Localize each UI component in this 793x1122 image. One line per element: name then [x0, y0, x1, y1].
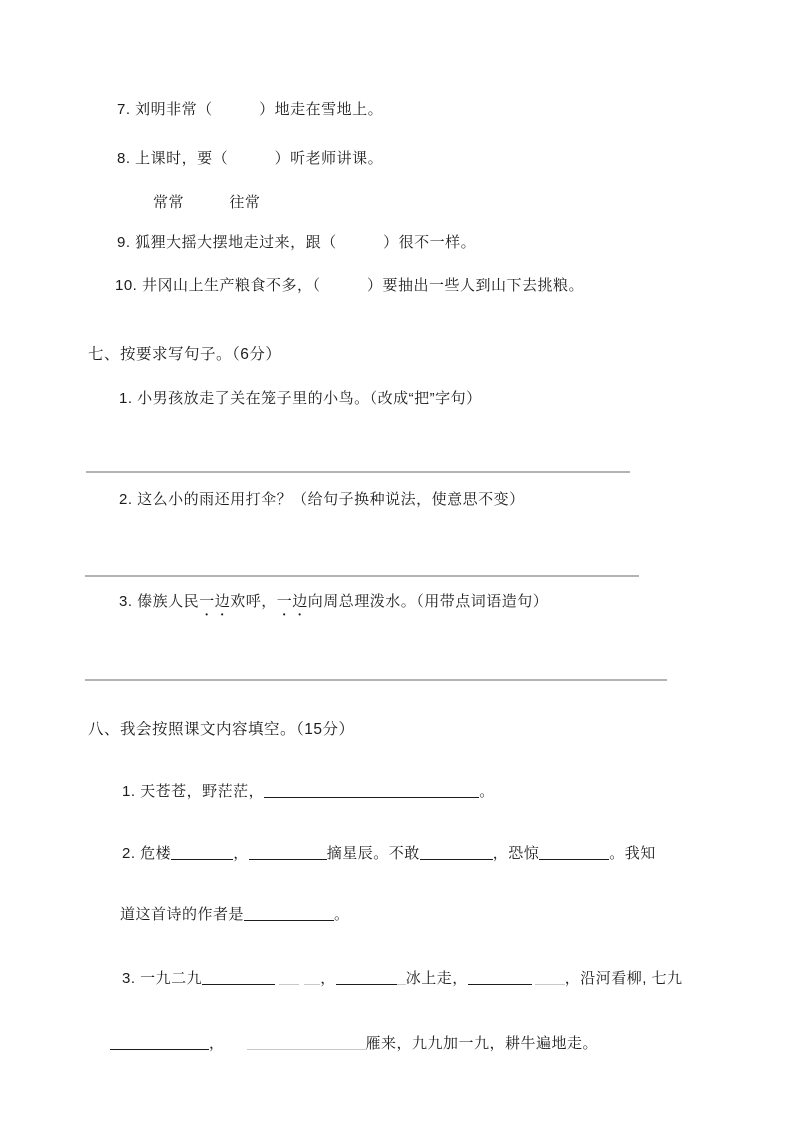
section-eight-item-2-line-1 — [122, 844, 656, 864]
answer-blank — [264, 783, 479, 798]
word-bank-option-wangchang: 往常 — [229, 194, 261, 211]
section-seven-item-2: 2. 这么小的雨还用打伞？（给句子换种说法，使意思不变） — [119, 491, 525, 508]
answer-rule-line-1 — [86, 471, 630, 473]
blank-gap — [225, 1047, 247, 1048]
text-run: ，恐惊 — [492, 845, 540, 862]
answer-blank — [468, 970, 532, 985]
answer-blank — [279, 970, 299, 985]
text-run: ，沿河看柳, 七九 — [564, 970, 683, 987]
question-9: 9. 狐狸大摇大摆地走过来，跟（ ）很不一样。 — [117, 234, 477, 251]
answer-blank — [539, 845, 609, 860]
text-run: 冰上走， — [405, 970, 468, 987]
section-seven-item-1: 1. 小男孩放走了关在笼子里的小鸟。（改成“把”字句） — [119, 390, 482, 407]
text-run: 3. 一九二九 — [122, 970, 203, 987]
answer-blank — [535, 970, 565, 985]
question-10: 10. 井冈山上生产粮食不多，（ ）要抽出一些人到山下去挑粮。 — [115, 277, 585, 294]
word-bank — [153, 193, 260, 213]
text-run: 3. 傣族人民 — [119, 593, 200, 610]
answer-blank — [397, 970, 406, 985]
text-run: 2. 危楼 — [122, 845, 172, 862]
answer-blank — [244, 906, 334, 921]
word-bank-option-changchang: 常常 — [153, 194, 185, 211]
text-run: 摘星辰。不敢 — [326, 845, 420, 862]
section-eight-item-3-line-2 — [110, 1034, 598, 1054]
answer-blank — [304, 970, 320, 985]
question-7: 7. 刘明非常（ ）地走在雪地上。 — [117, 101, 384, 118]
text-run: ， — [320, 970, 336, 987]
answer-blank — [247, 1035, 366, 1050]
answer-rule-line-3 — [85, 679, 667, 681]
answer-blank — [110, 1035, 209, 1050]
section-eight-item-2-line-2 — [120, 905, 350, 925]
text-run: ， — [233, 845, 249, 862]
text-run: 雁来，九九加一九，耕牛遍地走。 — [365, 1035, 599, 1052]
text-run: 。 — [479, 783, 495, 800]
text-run: 道这首诗的作者是 — [120, 906, 245, 923]
answer-blank — [249, 845, 327, 860]
section-seven-heading: 七、按要求写句子。（6分） — [88, 346, 282, 363]
section-eight-heading: 八、我会按照课文内容填空。（15分） — [88, 721, 355, 738]
section-eight-item-3-line-1 — [122, 969, 683, 989]
dotted-emphasis-word: 一边 — [276, 593, 308, 610]
text-run: 向周总理泼水。（用带点词语造句） — [307, 593, 549, 610]
text-run: ， — [209, 1035, 225, 1052]
section-seven-item-3 — [119, 592, 548, 619]
answer-rule-line-2 — [85, 575, 639, 577]
section-eight-item-1 — [122, 782, 495, 802]
text-run: 欢呼， — [230, 593, 277, 610]
answer-blank — [420, 845, 493, 860]
answer-blank — [202, 970, 275, 985]
text-run: 1. 天苍苍，野茫茫， — [122, 783, 265, 800]
answer-blank — [171, 845, 233, 860]
text-run: 。我知 — [609, 845, 656, 862]
text-run: 。 — [334, 906, 350, 923]
dotted-emphasis-word: 一边 — [199, 593, 231, 610]
question-8: 8. 上课时，要（ ）听老师讲课。 — [117, 150, 384, 167]
answer-blank — [336, 970, 397, 985]
